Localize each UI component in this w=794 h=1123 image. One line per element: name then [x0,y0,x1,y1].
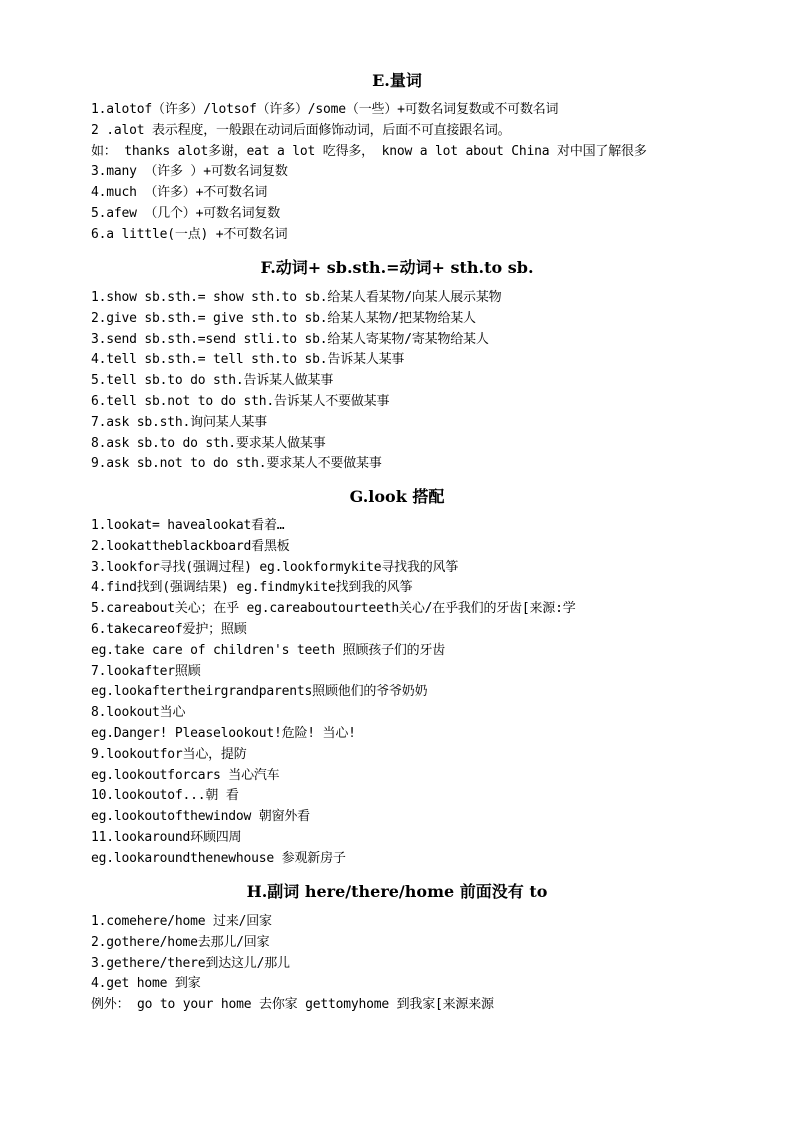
section-lines [0,912,794,1016]
list-item: 5.afew （几个）+可数名词复数 [91,205,281,221]
list-item: 3.many （许多 ）+可数名词复数 [91,164,288,180]
list-item: 7.lookafter照顾 [91,663,201,679]
section-quantifiers [0,70,794,246]
section-adverbs [0,881,794,1016]
list-item: 4.tell sb.sth.= tell sth.to sb.告诉某人某事 [91,352,405,368]
section-heading: H.副词 here/there/home 前面没有 to [246,882,548,901]
list-item: 4.find找到(强调结果) eg.findmykite找到我的风筝 [91,580,413,596]
section-lines [0,100,794,246]
list-item: 如： thanks alot多谢，eat a lot 吃得多， know a lot about China 对中国了解很多 [91,143,647,159]
list-item: 10.lookoutof...朝 看 [91,788,239,804]
list-item: eg.lookaroundthenewhouse 参观新房子 [91,850,346,866]
section-lines [0,288,794,475]
list-item: 3.gethere/there到达这儿/那儿 [91,955,290,971]
list-item: 3.send sb.sth.=send stli.to sb.给某人寄某物/寄某物给某人 [91,331,489,347]
section-heading: F.动词+ sb.sth.=动词+ sth.to sb. [260,258,534,277]
list-item: 8.ask sb.to do sth.要求某人做某事 [91,435,326,451]
list-item: 1.lookat= havealookat看着… [91,518,285,533]
list-item: 4.much （许多）+不可数名词 [91,185,268,201]
list-item: 6.takecareof爱护；照顾 [91,621,247,637]
list-item: 2.gothere/home去那儿/回家 [91,934,270,950]
list-item: 1.alotof（许多）/lotsof（许多）/some（一些）+可数名词复数或不可数名词 [91,102,559,117]
list-item: 例外： go to your home 去你家 gettomyhome 到我家[来源来源 [91,997,494,1013]
section-look-phrases [0,486,794,870]
list-item: 1.comehere/home 过来/回家 [91,914,272,929]
list-item: 11.lookaround环顾四周 [91,829,242,845]
list-item: 2.lookattheblackboard看黑板 [91,538,290,554]
list-item: eg.Danger! Pleaselookout!危险! 当心! [91,725,356,741]
section-lines [0,516,794,870]
list-item: 8.lookout当心 [91,705,186,721]
list-item: 4.get home 到家 [91,976,201,992]
section-heading: G.look 搭配 [349,487,445,506]
list-item: 2.give sb.sth.= give sth.to sb.给某人某物/把某物给某人 [91,310,476,326]
list-item: 1.show sb.sth.= show sth.to sb.给某人看某物/向某人展示某物 [91,290,502,305]
list-item: eg.take care of children's teeth 照顾孩子们的牙齿 [91,642,446,658]
section-heading: E.量词 [372,71,422,90]
list-item: eg.lookoutofthewindow 朝窗外看 [91,809,310,825]
list-item: 9.lookoutfor当心，提防 [91,746,247,762]
list-item: 9.ask sb.not to do sth.要求某人不要做某事 [91,456,382,472]
section-verb-patterns [0,257,794,475]
list-item: 5.careabout关心；在乎 eg.careaboutourteeth关心/在乎我们的牙齿[来源:学 [91,601,576,617]
list-item: eg.lookaftertheirgrandparents照顾他们的爷爷奶奶 [91,684,428,700]
list-item: 6.tell sb.not to do sth.告诉某人不要做某事 [91,393,390,409]
list-item: 3.lookfor寻找(强调过程) eg.lookformykite寻找我的风筝 [91,559,459,575]
list-item: 6.a little(一点) +不可数名词 [91,226,288,242]
list-item: 5.tell sb.to do sth.告诉某人做某事 [91,373,334,389]
list-item: 2 .alot 表示程度，一般跟在动词后面修饰动词，后面不可直接跟名词。 [91,122,511,138]
list-item: 7.ask sb.sth.询问某人某事 [91,414,267,430]
list-item: eg.lookoutforcars 当心汽车 [91,767,280,783]
